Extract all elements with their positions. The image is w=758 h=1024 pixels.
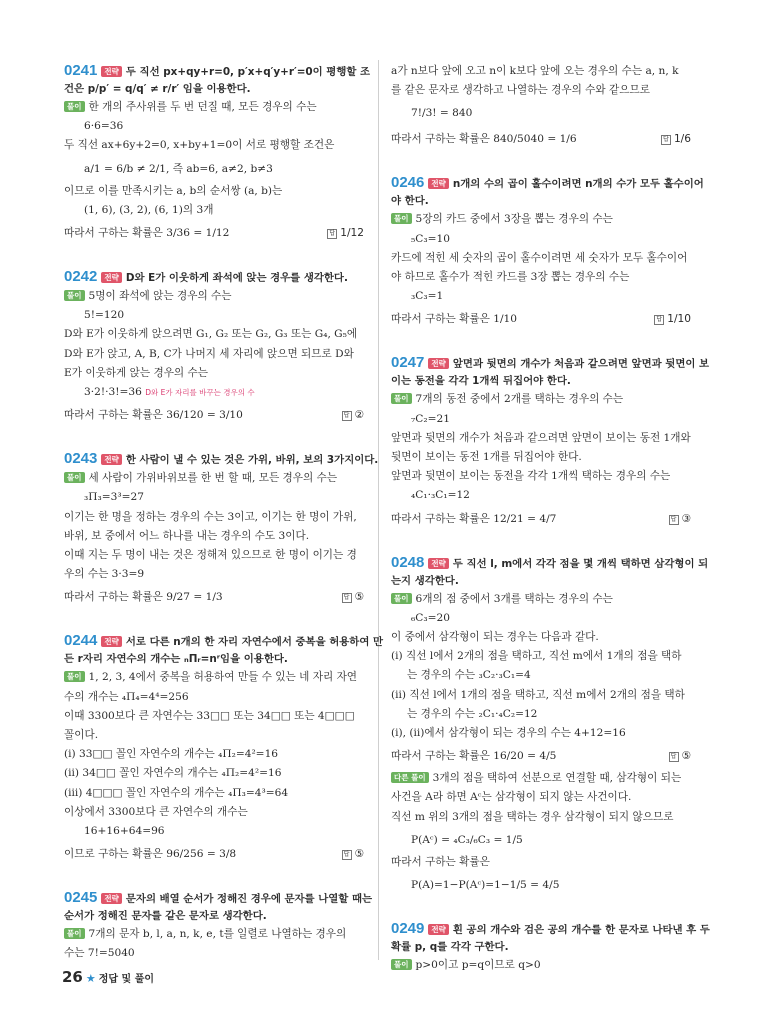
heading-line: 서로 다른 n개의 한 자리 자연수에서 중복을 허용하여 만	[125, 636, 384, 649]
strategy-tag: 전략	[101, 636, 122, 647]
solution-line: 뒷면이 보이는 동전 1개를 뒤집어야 한다.	[391, 451, 582, 464]
problem-0243	[64, 450, 379, 610]
problem-number: 0245	[64, 889, 98, 907]
problem-0241	[64, 62, 371, 246]
solution-line: 앞면과 뒷면의 개수가 처음과 같으려면 앞면이 보이는 동전 1개와	[391, 431, 691, 444]
strategy-tag: 전략	[428, 178, 449, 189]
solution-line: 5명이 좌석에 앉는 경우의 수는	[88, 290, 232, 303]
solution-line: (1, 6), (3, 2), (6, 1)의 3개	[84, 203, 214, 216]
solution-line: 따라서 구하는 확률은 1/10	[391, 313, 517, 326]
problem-heading	[391, 920, 710, 939]
solution-line: 직선 m 위의 3개의 점을 택하는 경우 삼각형이 되지 않으므로	[391, 810, 674, 823]
solution-tag: 풀이	[391, 393, 412, 404]
page-footer	[62, 968, 154, 986]
heading-line: n개의 수의 곱이 홀수이려면 n개의 수가 모두 홀수이어	[452, 178, 704, 191]
problem-heading	[64, 632, 384, 651]
solution-line: 수는 7!=5040	[64, 947, 135, 960]
annotation-note: D와 E가 자리를 바꾸는 경우의 수	[145, 388, 255, 398]
problem-heading	[64, 889, 373, 908]
solution-line: p>0이고 p=q이므로 q>0	[415, 959, 541, 972]
heading-line: 문자의 배열 순서가 정해진 경우에 문자를 나열할 때는	[125, 893, 373, 906]
solution-line: (i), (ii)에서 삼각형이 되는 경우의 수는 4+12=16	[391, 727, 626, 740]
solution-line: D와 E가 이웃하게 앉으려면 G₁, G₂ 또는 G₂, G₃ 또는 G₄, G₅에	[64, 328, 358, 341]
problem-0247	[391, 354, 710, 531]
solution-line: 는 경우의 수는 ₃C₂·₃C₁=4	[407, 669, 531, 682]
problem-0246	[391, 174, 704, 332]
solution-line: 두 직선 ax+6y+2=0, x+by+1=0이 서로 평행할 조건은	[64, 139, 335, 152]
solution-line: 5!=120	[84, 309, 125, 322]
solution-line: 이 중에서 삼각형이 되는 경우는 다음과 같다.	[391, 631, 599, 644]
strategy-tag: 전략	[101, 454, 122, 465]
solution-line: ₇C₂=21	[411, 412, 450, 425]
star-icon: ★	[85, 972, 96, 985]
answer-value: ⑤	[354, 848, 364, 861]
answer-box-icon: 답	[342, 850, 352, 860]
solution-line: 따라서 구하는 확률은 16/20 = 4/5	[391, 750, 557, 763]
solution-line: 꼴이다.	[64, 729, 99, 742]
heading-line: 두 직선 l, m에서 각각 점을 몇 개씩 택하면 삼각형이 되	[452, 557, 709, 570]
problem-number: 0249	[391, 920, 425, 938]
solution-line: 6·6=36	[84, 120, 124, 133]
answer-value: 1/10	[667, 313, 691, 326]
problem-number: 0248	[391, 553, 425, 571]
answer-value: ⑤	[354, 591, 364, 604]
solution-line: 7개의 동전 중에서 2개를 택하는 경우의 수는	[415, 393, 624, 406]
right-column	[391, 62, 710, 997]
solution-line: P(A)=1−P(Aᶜ)=1−1/5 = 4/5	[411, 879, 560, 892]
solution-line: D와 E가 앉고, A, B, C가 나머지 세 자리에 앉으면 되므로 D와	[64, 347, 354, 360]
problem-heading	[64, 450, 379, 469]
answer-box-icon: 답	[327, 229, 337, 239]
heading-line: 앞면과 뒷면의 개수가 처음과 같으려면 앞면과 뒷면이 보	[452, 358, 710, 371]
solution-line: 따라서 구하는 확률은 12/21 = 4/7	[391, 512, 557, 525]
solution-line: (i) 직선 l에서 2개의 점을 택하고, 직선 m에서 1개의 점을 택하	[391, 650, 682, 663]
answer	[342, 402, 365, 428]
solution-line: 이때 3300보다 큰 자연수는 33□□ 또는 34□□ 또는 4□□□	[64, 709, 355, 722]
strategy-tag: 전략	[428, 558, 449, 569]
solution-line: 따라서 구하는 확률은 9/27 = 1/3	[64, 591, 223, 604]
solution-line: 5장의 카드 중에서 3장을 뽑는 경우의 수는	[415, 213, 613, 226]
problem-heading	[391, 553, 709, 573]
solution-line: 이상에서 3300보다 큰 자연수의 개수는	[64, 805, 248, 818]
solution-tag: 풀이	[64, 671, 85, 682]
page-number: 26	[62, 968, 83, 986]
solution-line: 야 하므로 홀수가 적힌 카드를 3장 뽑는 경우의 수는	[391, 271, 630, 284]
problem-number: 0241	[64, 62, 98, 79]
solution-tag: 풀이	[64, 928, 85, 939]
problem-heading	[64, 268, 364, 287]
problem-number: 0243	[64, 450, 98, 468]
solution-line: 이기는 한 명을 정하는 경우의 수는 3이고, 이기는 한 명이 가위,	[64, 510, 357, 523]
answer-box-icon: 답	[342, 593, 352, 603]
strategy-tag: 전략	[428, 924, 449, 935]
solution-line: 따라서 구하는 확률은 840/5040 = 1/6	[391, 133, 577, 146]
problem-0245-continued	[391, 62, 691, 152]
answer-box-icon: 답	[342, 411, 352, 421]
heading-line: 건은 p/p′ = q/q′ ≠ r/r′ 임을 이용한다.	[64, 83, 251, 95]
solution-line: (ii) 34□□ 꼴인 자연수의 개수는 ₄Π₂=4²=16	[64, 767, 282, 780]
heading-line: 는지 생각한다.	[391, 574, 459, 587]
problem-number: 0246	[391, 174, 425, 192]
solution-tag: 풀이	[64, 472, 85, 483]
solution-line: 1, 2, 3, 4에서 중복을 허용하여 만들 수 있는 네 자리 자연	[88, 671, 358, 684]
solution-line: 세 사람이 가위바위보를 한 번 할 때, 모든 경우의 수는	[88, 472, 338, 485]
left-column	[64, 62, 384, 986]
solution-line: ₃Π₃=3³=27	[84, 491, 144, 504]
problem-0249	[391, 920, 710, 975]
answer	[342, 841, 365, 867]
problem-heading	[391, 354, 710, 373]
strategy-tag: 전략	[101, 893, 122, 904]
answer	[661, 126, 691, 152]
heading-line: 한 사람이 낼 수 있는 것은 가위, 바위, 보의 3가지이다.	[125, 454, 379, 467]
solution-line: E가 이웃하게 앉는 경우의 수는	[64, 366, 209, 379]
solution-line: 6개의 점 중에서 3개를 택하는 경우의 수는	[415, 592, 613, 605]
answer	[669, 743, 692, 769]
solution-line: 이때 지는 두 명이 내는 것은 정해져 있으므로 한 명이 이기는 경	[64, 549, 357, 562]
answer-value: ③	[681, 512, 691, 525]
solution-line: ₆C₃=20	[411, 611, 450, 624]
solution-line: ₃C₃=1	[411, 290, 444, 303]
problem-number: 0244	[64, 632, 98, 650]
solution-line: 는 경우의 수는 ₂C₁·₄C₂=12	[407, 707, 538, 720]
strategy-tag: 전략	[101, 66, 122, 77]
solution-line: 이므로 구하는 확률은 96/256 = 3/8	[64, 848, 237, 861]
solution-tag: 풀이	[391, 213, 412, 224]
strategy-tag: 전략	[101, 272, 122, 283]
heading-line: D와 E가 이웃하게 좌석에 앉는 경우를 생각한다.	[125, 272, 348, 285]
problem-0248	[391, 553, 709, 898]
heading-line: 든 r자리 자연수의 개수는 ₙΠᵣ=nʳ임을 이용한다.	[64, 653, 288, 666]
alt-solution-tag: 다른 풀이	[391, 772, 429, 783]
column-divider	[378, 60, 379, 960]
answer	[342, 584, 365, 610]
solution-line: 우의 수는 3·3=9	[64, 568, 145, 581]
solution-tag: 풀이	[391, 959, 412, 970]
heading-line: 야 한다.	[391, 195, 429, 208]
solution-tag: 풀이	[64, 290, 85, 301]
heading-line: 순서가 정해진 문자를 같은 문자로 생각한다.	[64, 910, 267, 923]
solution-line: (iii) 4□□□ 꼴인 자연수의 개수는 ₄Π₃=4³=64	[64, 786, 289, 799]
answer	[327, 220, 364, 246]
problem-number: 0247	[391, 354, 425, 372]
heading-line: 흰 공의 개수와 검은 공의 개수를 한 문자로 나타낸 후 두	[452, 924, 710, 937]
heading-line: 확률 p, q를 각각 구한다.	[391, 941, 509, 954]
solution-line: 바위, 보 중에서 어느 하나를 내는 경우의 수도 3이다.	[64, 529, 310, 542]
solution-line: 3·2!·3!=36	[84, 386, 142, 399]
problem-heading	[391, 174, 704, 193]
solution-line: (i) 33□□ 꼴인 자연수의 개수는 ₄Π₂=4²=16	[64, 748, 279, 761]
solution-line: 수의 개수는 ₄Π₄=4⁴=256	[64, 690, 189, 703]
answer-box-icon: 답	[661, 135, 671, 145]
solution-line: 7개의 문자 b, l, a, n, k, e, t를 일렬로 나열하는 경우의	[88, 928, 347, 941]
solution-line: 이므로 이를 만족시키는 a, b의 순서쌍 (a, b)는	[64, 184, 283, 197]
solution-tag: 풀이	[64, 101, 85, 112]
solution-line: 따라서 구하는 확률은 36/120 = 3/10	[64, 409, 243, 422]
answer	[669, 506, 692, 532]
strategy-tag: 전략	[428, 358, 449, 369]
problem-0242	[64, 268, 364, 428]
solution-line: 16+16+64=96	[84, 825, 165, 838]
answer-box-icon: 답	[654, 315, 664, 325]
solution-line: 3개의 점을 택하여 선분으로 연결할 때, 삼각형이 되는	[432, 772, 682, 785]
problem-0244	[64, 632, 384, 867]
solution-line: (ii) 직선 l에서 1개의 점을 택하고, 직선 m에서 2개의 점을 택하	[391, 688, 685, 701]
solution-line: a가 n보다 앞에 오고 n이 k보다 앞에 오는 경우의 수는 a, n, k	[391, 65, 679, 77]
footer-label: 정답 및 풀이	[98, 974, 155, 985]
solution-line: ₄C₁·₃C₁=12	[411, 489, 470, 502]
answer-value: ②	[354, 409, 364, 422]
solution-line: 앞면과 뒷면이 보이는 동전을 각각 1개씩 택하는 경우의 수는	[391, 470, 671, 483]
heading-line: 두 직선 px+qy+r=0, p′x+q′y+r′=0이 평행할 조	[125, 66, 371, 78]
answer-value: 1/6	[673, 133, 691, 146]
solution-line: 를 같은 문자로 생각하고 나열하는 경우의 수와 같으므로	[391, 84, 650, 97]
problem-heading	[64, 62, 371, 81]
answer-box-icon: 답	[669, 515, 679, 525]
solution-line: ₅C₃=10	[411, 232, 450, 245]
answer-box-icon: 답	[669, 752, 679, 762]
problem-0245	[64, 889, 373, 963]
solution-line: a/1 = 6/b ≠ 2/1, 즉 ab=6, a≠2, b≠3	[84, 162, 273, 175]
heading-line: 이는 동전을 각각 1개씩 뒤집어야 한다.	[391, 375, 571, 388]
solution-line: 카드에 적힌 세 숫자의 곱이 홀수이려면 세 숫자가 모두 홀수이어	[391, 251, 688, 264]
answer-value: ⑤	[681, 750, 691, 763]
solution-line: 따라서 구하는 확률은 3/36 = 1/12	[64, 227, 230, 240]
solution-line: 따라서 구하는 확률은	[391, 855, 490, 868]
solution-line: 사건을 A라 하면 Aᶜ는 삼각형이 되지 않는 사건이다.	[391, 791, 632, 804]
solution-tag: 풀이	[391, 593, 412, 604]
solution-line: 한 개의 주사위를 두 번 던질 때, 모든 경우의 수는	[88, 101, 317, 113]
solution-line: 7!/3! = 840	[411, 107, 473, 120]
answer-value: 1/12	[340, 227, 364, 240]
solution-line: P(Aᶜ) = ₄C₃/₆C₃ = 1/5	[411, 833, 523, 846]
answer	[654, 306, 691, 332]
problem-number: 0242	[64, 268, 98, 286]
